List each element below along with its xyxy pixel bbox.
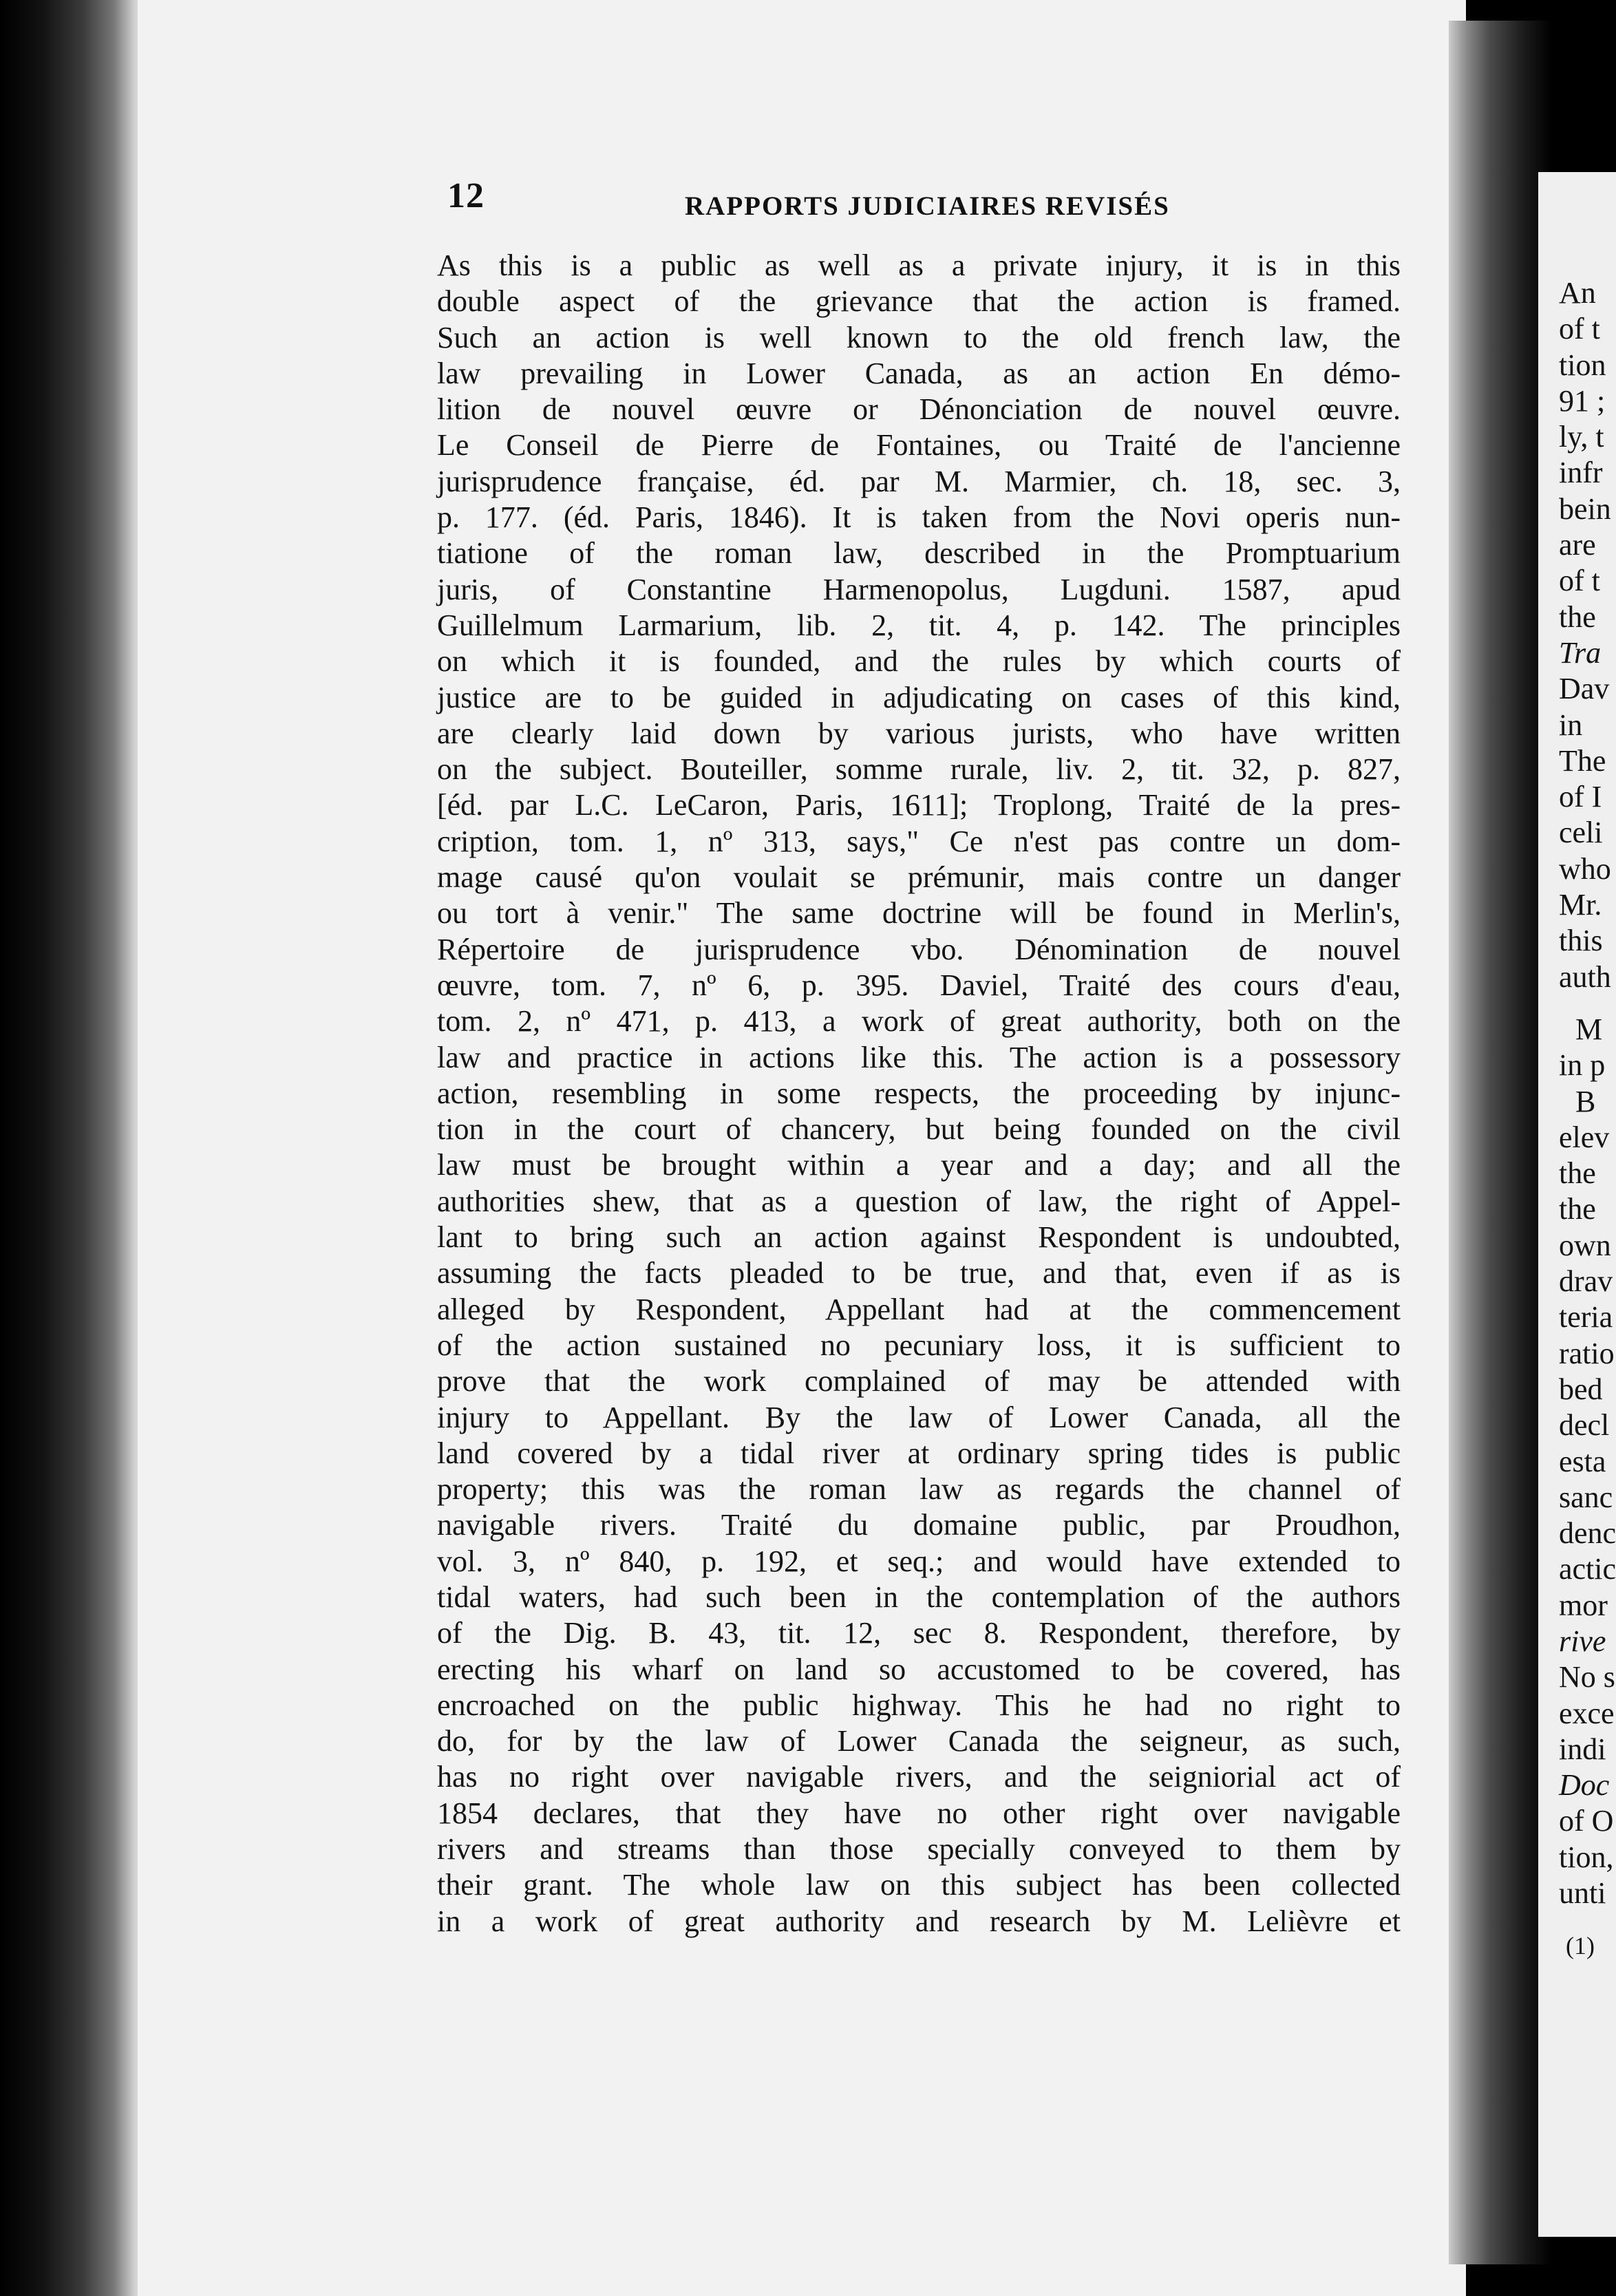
- facing-line: bed: [1559, 1372, 1603, 1406]
- facing-line: infr: [1559, 456, 1603, 490]
- text-line: alleged by Respondent, Appellant had at the commencement: [437, 1292, 1401, 1326]
- facing-line: this: [1559, 924, 1603, 958]
- facing-line: own: [1559, 1228, 1611, 1262]
- text-line: of the action sustained no pecuniary loss, it is sufficient to: [437, 1328, 1401, 1362]
- gutter-shadow: [1449, 21, 1552, 2264]
- facing-line: celi: [1559, 816, 1603, 850]
- text-line: law must be brought within a year and a day; and all the: [437, 1148, 1401, 1182]
- text-line: tion in the court of chancery, but being founded on the civil: [437, 1112, 1401, 1147]
- text-line: property; this was the roman law as regards the channel of: [437, 1472, 1401, 1507]
- text-line: injury to Appellant. By the law of Lower Canada, all the: [437, 1400, 1401, 1434]
- facing-line: exce: [1559, 1696, 1615, 1730]
- text-line: ou tort à venir." The same doctrine will be found in Merlin's,: [437, 896, 1401, 931]
- text-line: do, for by the law of Lower Canada the seigneur, as such,: [437, 1724, 1401, 1758]
- text-line: p. 177. (éd. Paris, 1846). It is taken from the Novi operis nun-: [437, 500, 1401, 535]
- facing-line: tion: [1559, 348, 1606, 382]
- text-line: tom. 2, nº 471, p. 413, a work of great authority, both on the: [437, 1004, 1401, 1039]
- facing-line: teria: [1559, 1300, 1613, 1335]
- page-number: 12: [447, 176, 485, 215]
- text-line: lant to bring such an action against Respondent is undoubted,: [437, 1220, 1401, 1255]
- facing-line: ratio: [1559, 1336, 1615, 1370]
- facing-line: Tra: [1559, 635, 1602, 670]
- text-line: of the Dig. B. 43, tit. 12, sec 8. Respondent, therefore, by: [437, 1616, 1401, 1650]
- facing-line: the: [1559, 1156, 1596, 1191]
- text-line: Such an action is well known to the old french law, the: [437, 320, 1401, 354]
- text-line: action, resembling in some respects, the proceeding by injunc-: [437, 1076, 1401, 1110]
- text-line: As this is a public as well as a private injury, it is in this: [437, 248, 1401, 282]
- text-line: prove that the work complained of may be attended with: [437, 1364, 1401, 1399]
- text-line: juris, of Constantine Harmenopolus, Lugduni. 1587, apud: [437, 572, 1401, 606]
- facing-line: 91 ;: [1559, 383, 1606, 418]
- text-line: double aspect of the grievance that the action is framed.: [437, 284, 1401, 319]
- running-head: RAPPORTS JUDICIAIRES REVISÉS: [685, 191, 1170, 221]
- text-line: on the subject. Bouteiller, somme rurale, liv. 2, tit. 32, p. 827,: [437, 752, 1401, 787]
- text-line: œuvre, tom. 7, nº 6, p. 395. Daviel, Traité des cours d'eau,: [437, 968, 1401, 1002]
- text-line: 1854 declares, that they have no other right over navigable: [437, 1796, 1401, 1830]
- facing-line: An: [1559, 276, 1596, 310]
- facing-line: elev: [1559, 1120, 1610, 1154]
- text-line: Guillelmum Larmarium, lib. 2, tit. 4, p. 142. The principles: [437, 608, 1401, 642]
- text-line: their grant. The whole law on this subject has been collected: [437, 1868, 1401, 1902]
- page-header: [447, 176, 1411, 231]
- facing-line: of t: [1559, 312, 1600, 346]
- text-line: [éd. par L.C. LeCaron, Paris, 1611]; Troplong, Traité de la pres-: [437, 788, 1401, 822]
- text-line: law prevailing in Lower Canada, as an action En démo-: [437, 356, 1401, 390]
- facing-page-text: [1559, 275, 1616, 1964]
- facing-line: The: [1559, 743, 1606, 778]
- facing-line: who: [1559, 851, 1611, 886]
- text-line: erecting his wharf on land so accustomed to be covered, has: [437, 1652, 1401, 1686]
- facing-line: the: [1559, 1192, 1596, 1226]
- text-line: rivers and streams than those specially conveyed to them by: [437, 1832, 1401, 1867]
- text-line: authorities shew, that as a question of law, the right of Appel-: [437, 1184, 1401, 1218]
- facing-line: indi: [1559, 1732, 1606, 1766]
- facing-line: auth: [1559, 959, 1611, 994]
- facing-line: of O: [1559, 1804, 1614, 1838]
- facing-footnote-marker: (1): [1566, 1932, 1595, 1960]
- text-line: vol. 3, nº 840, p. 192, et seq.; and would have extended to: [437, 1544, 1401, 1578]
- facing-line: Doc: [1559, 1768, 1610, 1803]
- text-line: on which it is founded, and the rules by which courts of: [437, 644, 1401, 679]
- text-line: justice are to be guided in adjudicating on cases of this kind,: [437, 680, 1401, 714]
- facing-line: tion,: [1559, 1840, 1614, 1874]
- text-line: law and practice in actions like this. The action is a possessory: [437, 1040, 1401, 1074]
- text-line: tiatione of the roman law, described in the Promptuarium: [437, 536, 1401, 571]
- facing-line: of I: [1559, 780, 1602, 814]
- text-line: jurisprudence française, éd. par M. Marmier, ch. 18, sec. 3,: [437, 464, 1401, 498]
- text-line: land covered by a tidal river at ordinary spring tides is public: [437, 1436, 1401, 1470]
- facing-line: B: [1575, 1084, 1596, 1118]
- facing-line: Mr.: [1559, 888, 1602, 922]
- facing-line: drav: [1559, 1264, 1613, 1299]
- text-line: has no right over navigable rivers, and the seigniorial act of: [437, 1760, 1401, 1794]
- facing-line: in: [1559, 708, 1583, 742]
- facing-line: ly, t: [1559, 420, 1604, 454]
- text-line: are clearly laid down by various jurists, who have written: [437, 716, 1401, 750]
- text-line: Répertoire de jurisprudence vbo. Dénomination de nouvel: [437, 932, 1401, 966]
- facing-line: in p: [1559, 1048, 1606, 1083]
- text-line: encroached on the public highway. This he had no right to: [437, 1688, 1401, 1722]
- facing-line: Dav: [1559, 672, 1610, 706]
- facing-line: are: [1559, 528, 1596, 562]
- facing-line: of t: [1559, 564, 1600, 598]
- facing-line: No s: [1559, 1660, 1615, 1694]
- text-line: navigable rivers. Traité du domaine public, par Proudhon,: [437, 1508, 1401, 1542]
- text-line: lition de nouvel œuvre or Dénonciation de nouvel œuvre.: [437, 392, 1401, 427]
- facing-line: bein: [1559, 491, 1611, 526]
- facing-line: denc: [1559, 1516, 1616, 1551]
- text-line: Le Conseil de Pierre de Fontaines, ou Traité de l'ancienne: [437, 428, 1401, 463]
- facing-line: esta: [1559, 1444, 1606, 1478]
- text-line: mage causé qu'on voulait se prémunir, mais contre un danger: [437, 860, 1401, 895]
- facing-page: [1538, 172, 1616, 2237]
- facing-line: sanc: [1559, 1480, 1613, 1514]
- text-line: tidal waters, had such been in the contemplation of the authors: [437, 1580, 1401, 1614]
- body-text: [437, 248, 1401, 1939]
- facing-line: mor: [1559, 1588, 1608, 1622]
- facing-line: unti: [1559, 1876, 1606, 1911]
- facing-line: the: [1559, 599, 1596, 634]
- facing-line: rive: [1559, 1624, 1606, 1658]
- facing-line: decl: [1559, 1408, 1610, 1443]
- text-line: cription, tom. 1, nº 313, says," Ce n'est pas contre un dom-: [437, 824, 1401, 858]
- book-spine: [0, 0, 145, 2296]
- facing-line: M: [1575, 1012, 1603, 1046]
- text-line: in a work of great authority and research by M. Lelièvre et: [437, 1904, 1401, 1938]
- text-line: assuming the facts pleaded to be true, and that, even if as is: [437, 1256, 1401, 1290]
- facing-line: actic: [1559, 1552, 1616, 1586]
